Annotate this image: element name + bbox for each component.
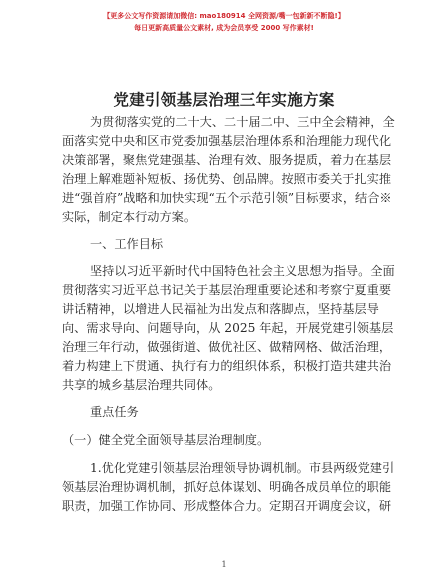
paragraph-task-line: 领基层治理协调机制，抓好总体谋划、明确各成员单位的职能 [62, 480, 392, 494]
document-title: 党建引领基层治理三年实施方案 [113, 91, 335, 109]
paragraph-task-line: 职责，加强工作协同、形成整体合力。定期召开调度会议，研 [62, 499, 392, 513]
paragraph-intro-line: 进“强首府”战略和加快实现“五个示范引领”目标要求，结合※ [62, 191, 392, 205]
promo-banner-line-1: 【更多公文写作资源请加微信: mao180914 全网资源/嘴一包新新不断隐!】 [103, 12, 345, 20]
section-heading-key-tasks: 重点任务 [90, 405, 139, 419]
section-heading-goals: 一、工作目标 [90, 237, 164, 251]
paragraph-goals-line: 治理三年行动，做强街道、做优社区、做精网格、做活治理， [62, 340, 392, 354]
paragraph-intro-line: 实际，制定本行动方案。 [62, 210, 197, 224]
paragraph-goals-line: 向、需求导向、问题导向，从 2025 年起，开展党建引领基层 [62, 321, 394, 335]
paragraph-intro-line: 治理上解难题补短板、扬优势、创品牌。按照市委关于扎实推 [62, 172, 392, 186]
paragraph-task-line: 1.优化党建引领基层治理领导协调机制。市县两级党建引 [90, 461, 395, 475]
promo-banner-line-2: 每日更新高质量公文素材, 成为会员享受 2000 写作素材! [134, 24, 314, 32]
paragraph-goals-line: 讲话精神，以增进人民福祉为出发点和落脚点，坚持基层导 [62, 302, 379, 316]
subsection-heading: （一）健全党全面领导基层治理制度。 [62, 433, 270, 447]
paragraph-goals-line: 贯彻落实习近平总书记关于基层治理重要论述和考察宁夏重要 [62, 283, 392, 297]
paragraph-intro-line: 为贯彻落实党的二十大、二十届二中、三中全会精神，全 [90, 115, 395, 129]
paragraph-goals-line: 共享的城乡基层治理共同体。 [62, 378, 221, 392]
paragraph-intro-line: 面落实党中央和区市党委加强基层治理体系和治理能力现代化 [62, 134, 392, 148]
paragraph-intro-line: 决策部署，聚焦党建强基、治理有效、服务提质，着力在基层 [62, 153, 392, 167]
paragraph-goals-line: 着力构建上下贯通、执行有力的组织体系，积极打造共建共治 [62, 359, 392, 373]
page-number: 1 [221, 560, 227, 569]
paragraph-goals-line: 坚持以习近平新时代中国特色社会主义思想为指导。全面 [90, 264, 395, 278]
